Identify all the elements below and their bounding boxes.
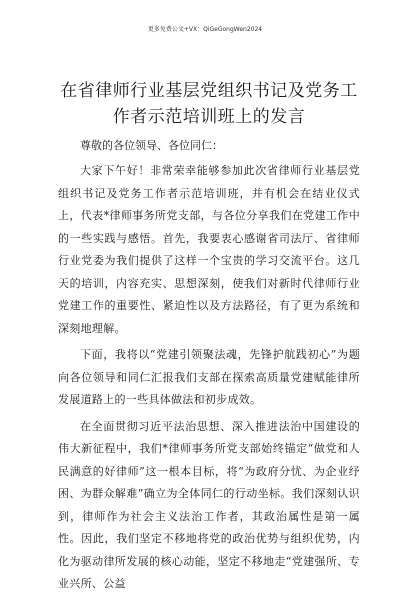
salutation: 尊敬的各位领导、各位同仁： <box>80 139 223 152</box>
paragraph-1: 大家下午好！非常荣幸能够参加此次省律师行业基层党组织书记及党务工作者示范培训班，并有机会在结业仪式上，代表*律师事务所党支部，与各位分享我们在党建工作中的一些实践与感悟。首先，我要衷心感谢省司法厅、省律师行业党委为我们提供了这样一个宝贵的学习交流平台。这几天的培训，内容充实、思想深刻，使我们对新时代律师行业党建工作的重要性、紧迫性以及方法路径，有了更为系统和深刻地理解。 <box>58 164 360 335</box>
paragraph-2: 下面，我将以“党建引领聚法魂，先锋护航践初心”为题向各位领导和同仁汇报我们支部在探索高质量党建赋能律所发展道路上的一些具体做法和初步成效。 <box>58 348 360 406</box>
document-title: 在省律师行业基层党组织书记及党务工作者示范培训班上的发言 <box>60 81 358 127</box>
header-note: 更多免费公文+VX：QiGeGongWen2024 <box>147 26 263 33</box>
paragraph-3: 在全面贯彻习近平法治思想、深入推进法治中国建设的伟大新征程中，我们*律师事务所党支部始终锚定“做党和人民满意的好律师”这一根本目标，将“为政府分忧、为企业纾困、为群众解难”确立为全体同仁的行动坐标。我们深刻认识到，律师作为社会主义法治工作者，其政治属性是第一属性。因此，我们坚定不移地将党的政治优势与组织优势，内化为驱动律所发展的核心动能，坚定不移地走“党建强所、专业兴所、公益 <box>58 419 360 590</box>
